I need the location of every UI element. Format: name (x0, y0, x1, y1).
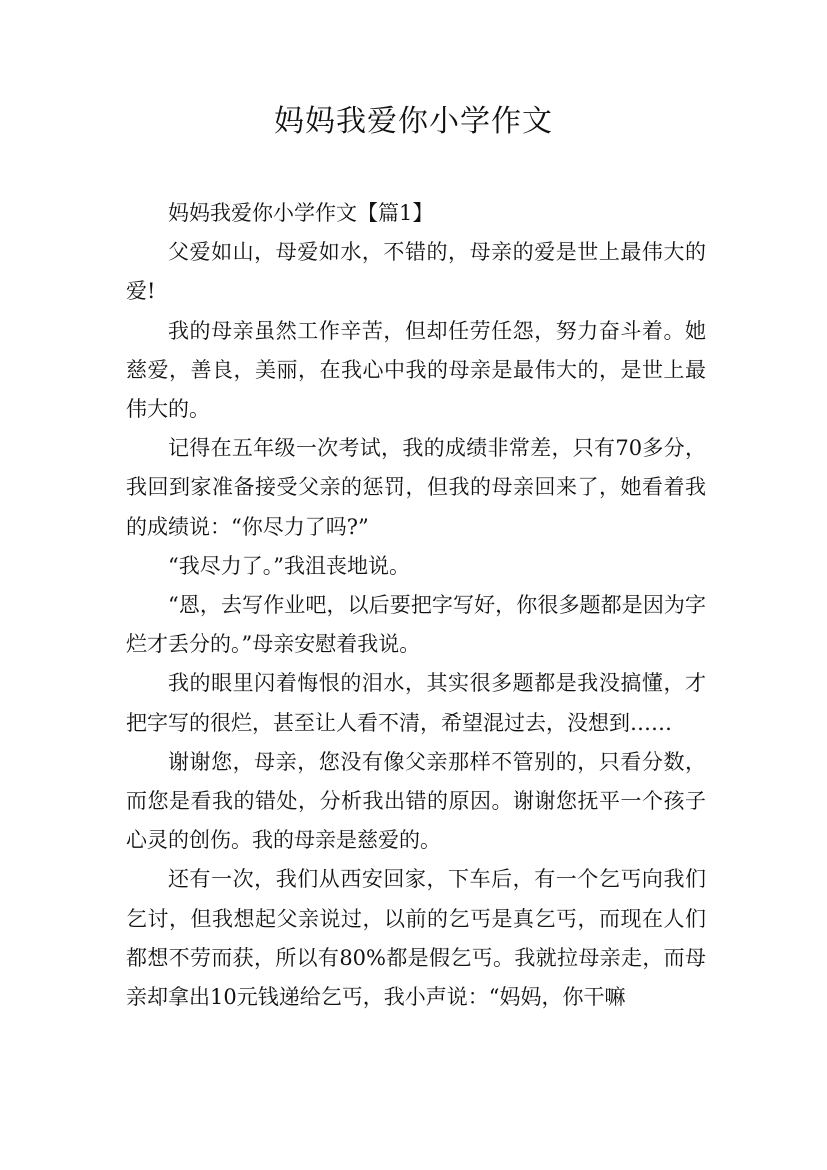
paragraph: 还有一次，我们从西安回家，下车后，有一个乞丐向我们乞讨，但我想起父亲说过，以前的乞丐是真乞丐，而现在人们都想不劳而获，所以有80%都是假乞丐。我就拉母亲走，而母亲却拿出10元钱递给乞丐，我小声说：“妈妈，你干嘛 (126, 867, 706, 1010)
paragraph: 父爱如山，母爱如水，不错的，母亲的爱是世上最伟大的爱! (126, 240, 706, 304)
paragraph: “恩，去写作业吧，以后要把字写好，你很多题都是因为字烂才丢分的。”母亲安慰着我说。 (126, 593, 706, 657)
paragraph: 我的母亲虽然工作辛苦，但却任劳任怨，努力奋斗着。她慈爱，善良，美丽，在我心中我的母亲是最伟大的，是世上最伟大的。 (126, 318, 706, 422)
paragraph: 谢谢您，母亲，您没有像父亲那样不管别的，只看分数，而您是看我的错处，分析我出错的原因。谢谢您抚平一个孩子心灵的创伤。我的母亲是慈爱的。 (126, 749, 706, 853)
section-heading: 妈妈我爱你小学作文【篇1】 (168, 201, 434, 225)
document-title: 妈妈我爱你小学作文 (274, 104, 553, 139)
document-body (126, 194, 706, 1017)
paragraph: “我尽力了。”我沮丧地说。 (168, 553, 410, 578)
paragraph: 记得在五年级一次考试，我的成绩非常差，只有70多分，我回到家准备接受父亲的惩罚，但我的母亲回来了，她看着我的成绩说：“你尽力了吗?” (126, 436, 706, 539)
paragraph: 我的眼里闪着悔恨的泪水，其实很多题都是我没搞懂，才把字写的很烂，甚至让人看不清，希望混过去，没想到…… (126, 671, 706, 735)
